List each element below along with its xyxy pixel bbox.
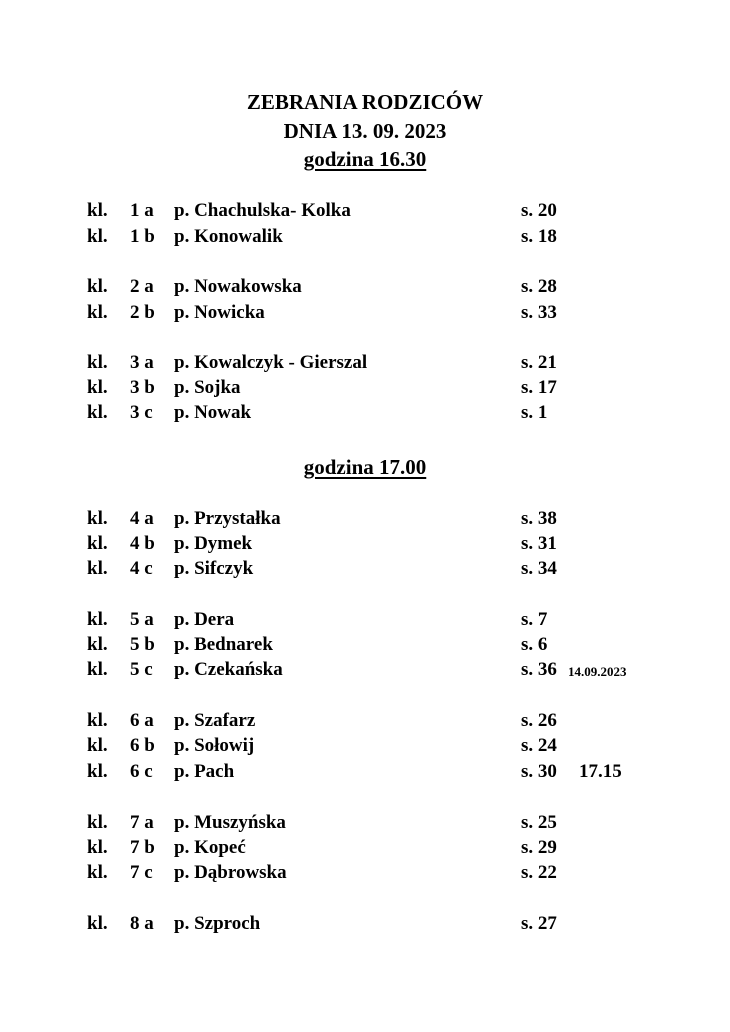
- room-number: s. 27: [521, 913, 557, 934]
- meeting-date: DNIA 13. 09. 2023: [283, 119, 447, 143]
- teacher-name: p. Dera: [174, 609, 235, 630]
- kl-label: kl.: [87, 609, 108, 630]
- class-id: 4 a: [130, 508, 154, 529]
- class-id: 6 b: [130, 735, 155, 756]
- class-id: 1 a: [130, 200, 154, 221]
- room-number: s. 31: [521, 533, 557, 554]
- class-row: [0, 911, 730, 936]
- room-number: s. 21: [521, 352, 557, 373]
- kl-label: kl.: [87, 659, 108, 680]
- teacher-name: p. Dymek: [174, 533, 253, 554]
- kl-label: kl.: [87, 508, 108, 529]
- kl-label: kl.: [87, 812, 108, 833]
- room-number: s. 38: [521, 508, 557, 529]
- alternate-time-note: 17.15: [579, 761, 622, 782]
- room-number: s. 26: [521, 710, 557, 731]
- class-id: 4 c: [130, 558, 153, 579]
- kl-label: kl.: [87, 862, 108, 883]
- class-row: [0, 835, 730, 860]
- room-number: s. 24: [521, 735, 557, 756]
- kl-label: kl.: [87, 710, 108, 731]
- room-number: s. 34: [521, 558, 557, 579]
- class-id: 7 c: [130, 862, 153, 883]
- teacher-name: p. Sifczyk: [174, 558, 254, 579]
- class-row: [0, 531, 730, 556]
- room-number: s. 25: [521, 812, 557, 833]
- class-id: 2 b: [130, 302, 155, 323]
- teacher-name: p. Przystałka: [174, 508, 281, 529]
- teacher-name: p. Pach: [174, 761, 235, 782]
- class-row: [0, 759, 730, 784]
- session-hour-heading: godzina 17.00: [303, 455, 427, 479]
- kl-label: kl.: [87, 200, 108, 221]
- teacher-name: p. Konowalik: [174, 226, 283, 247]
- class-row: [0, 274, 730, 299]
- room-number: s. 18: [521, 226, 557, 247]
- kl-label: kl.: [87, 402, 108, 423]
- kl-label: kl.: [87, 735, 108, 756]
- kl-label: kl.: [87, 913, 108, 934]
- room-number: s. 30: [521, 761, 557, 782]
- room-number: s. 20: [521, 200, 557, 221]
- class-id: 4 b: [130, 533, 155, 554]
- teacher-name: p. Bednarek: [174, 634, 273, 655]
- class-id: 8 a: [130, 913, 154, 934]
- teacher-name: p. Szproch: [174, 913, 261, 934]
- room-number: s. 7: [521, 609, 548, 630]
- class-id: 5 c: [130, 659, 153, 680]
- teacher-name: p. Sołowij: [174, 735, 255, 756]
- class-id: 1 b: [130, 226, 155, 247]
- kl-label: kl.: [87, 377, 108, 398]
- room-number: s. 28: [521, 276, 557, 297]
- class-row: [0, 810, 730, 835]
- kl-label: kl.: [87, 352, 108, 373]
- class-row: [0, 224, 730, 249]
- class-row: [0, 300, 730, 325]
- class-id: 6 a: [130, 710, 154, 731]
- class-row: [0, 607, 730, 632]
- class-id: 7 a: [130, 812, 154, 833]
- class-row: [0, 198, 730, 223]
- class-row: [0, 350, 730, 375]
- class-row: [0, 506, 730, 531]
- kl-label: kl.: [87, 533, 108, 554]
- class-row: [0, 632, 730, 657]
- teacher-name: p. Kowalczyk - Gierszal: [174, 352, 368, 373]
- kl-label: kl.: [87, 276, 108, 297]
- class-row: [0, 556, 730, 581]
- class-id: 3 b: [130, 377, 155, 398]
- room-number: s. 36: [521, 659, 557, 680]
- class-row: [0, 375, 730, 400]
- class-id: 5 b: [130, 634, 155, 655]
- document-title: ZEBRANIA RODZICÓW: [246, 90, 484, 114]
- teacher-name: p. Nowakowska: [174, 276, 302, 297]
- class-id: 2 a: [130, 276, 154, 297]
- teacher-name: p. Kopeć: [174, 837, 246, 858]
- class-id: 3 a: [130, 352, 154, 373]
- class-id: 6 c: [130, 761, 153, 782]
- kl-label: kl.: [87, 558, 108, 579]
- room-number: s. 29: [521, 837, 557, 858]
- kl-label: kl.: [87, 761, 108, 782]
- teacher-name: p. Muszyńska: [174, 812, 286, 833]
- class-id: 5 a: [130, 609, 154, 630]
- teacher-name: p. Nowicka: [174, 302, 265, 323]
- alternate-date-note: 14.09.2023: [568, 664, 627, 679]
- class-row: [0, 708, 730, 733]
- room-number: s. 17: [521, 377, 557, 398]
- teacher-name: p. Chachulska- Kolka: [174, 200, 351, 221]
- class-id: 7 b: [130, 837, 155, 858]
- room-number: s. 22: [521, 862, 557, 883]
- teacher-name: p. Sojka: [174, 377, 241, 398]
- class-row: [0, 400, 730, 425]
- session-hour-heading: godzina 16.30: [303, 147, 427, 171]
- room-number: s. 33: [521, 302, 557, 323]
- room-number: s. 6: [521, 634, 548, 655]
- class-row: [0, 657, 730, 682]
- kl-label: kl.: [87, 226, 108, 247]
- room-number: s. 1: [521, 402, 548, 423]
- class-id: 3 c: [130, 402, 153, 423]
- teacher-name: p. Czekańska: [174, 659, 283, 680]
- kl-label: kl.: [87, 837, 108, 858]
- kl-label: kl.: [87, 634, 108, 655]
- teacher-name: p. Dąbrowska: [174, 862, 287, 883]
- teacher-name: p. Nowak: [174, 402, 252, 423]
- class-row: [0, 860, 730, 885]
- kl-label: kl.: [87, 302, 108, 323]
- teacher-name: p. Szafarz: [174, 710, 256, 731]
- class-row: [0, 733, 730, 758]
